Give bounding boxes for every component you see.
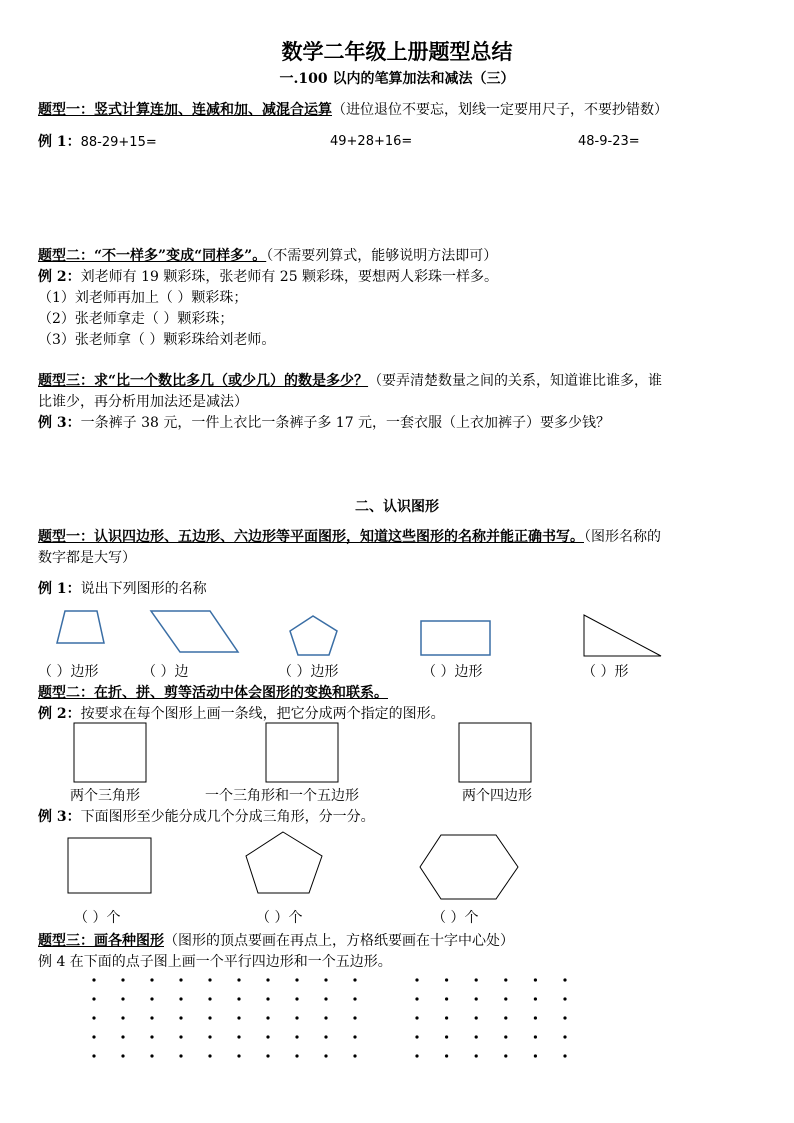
dot-right [415,1035,418,1038]
dot-right [504,1035,507,1038]
dot-left [121,997,124,1000]
dot-right [563,1054,566,1057]
dot-left [353,978,356,981]
dot-left [266,1054,269,1057]
dot-left [92,1035,95,1038]
dot-right [445,978,448,981]
dot-grids [92,978,566,1057]
dot-right [415,978,418,981]
dot-right [534,1016,537,1019]
dot-right [534,1035,537,1038]
dot-left [150,1054,153,1057]
type2-heading: “不一样多”变成“同样多”。 [94,248,267,264]
dot-right [563,1016,566,1019]
dot-right [415,1054,418,1057]
dot-left [150,997,153,1000]
answer-count-hexagon: （ ）个 [432,910,479,926]
dot-left [324,1054,327,1057]
s2-type2-heading: 在折、拼、剪等活动中体会图形的变换和联系。 [94,685,388,701]
section1-title: 一.100 以内的笔算加法和减法（三） [279,71,515,87]
s2-example3-text: 下面图形至少能分成几个分成三角形，分一分。 [80,809,375,825]
example2-text: 刘老师有 19 颗彩珠，张老师有 25 颗彩珠，要想两人彩珠一样多。 [80,269,499,285]
example2-label: 例 2： [38,269,81,285]
trapezoid-shape [57,611,104,643]
dot-right [445,1054,448,1057]
type3-note-2: 比谁少，再分析用加法还是减法） [38,394,248,410]
dot-left [92,1054,95,1057]
dot-left [121,1016,124,1019]
type3-label: 题型三： [38,373,94,389]
dot-right [504,997,507,1000]
pentagon-shape [290,616,337,655]
dot-left [92,997,95,1000]
dot-right [475,1016,478,1019]
dot-left [179,1035,182,1038]
dot-left [324,997,327,1000]
answer-rectangle: （ ）边形 [422,664,483,680]
s2-type3-heading: 画各种图形 [94,933,164,949]
caption-two-quadrilaterals: 两个四边形 [462,788,532,804]
dot-left [237,1035,240,1038]
dot-left [324,978,327,981]
dot-left [179,1054,182,1057]
dot-right [475,1035,478,1038]
dot-left [324,1016,327,1019]
dot-right [445,1035,448,1038]
answer-count-rectangle: （ ）个 [74,910,121,926]
dot-left [237,1054,240,1057]
dot-left [295,1054,298,1057]
dot-left [121,1054,124,1057]
dot-left [295,1016,298,1019]
example2-item-1: （1）刘老师再加上（ ）颗彩珠； [38,290,248,306]
dot-right [475,978,478,981]
answer-trapezoid: （ ）边形 [38,664,99,680]
s2-example1-label: 例 1： [38,581,81,597]
dot-right [504,978,507,981]
caption-triangle-pentagon: 一个三角形和一个五边形 [205,788,359,804]
caption-two-triangles: 两个三角形 [70,788,140,804]
example3-label: 例 3： [38,415,81,431]
dot-left [150,1035,153,1038]
s2-type1-note-1: （图形名称的 [584,529,661,545]
answer-pentagon: （ ）边形 [278,664,339,680]
problem-3: 48-9-23= [578,134,640,149]
answer-triangle: （ ）形 [582,664,629,680]
dot-left [266,1016,269,1019]
dot-right [475,997,478,1000]
dot-left [121,978,124,981]
dot-right [534,978,537,981]
dot-left [208,1016,211,1019]
dot-right [475,1054,478,1057]
s2-example1-text: 说出下列图形的名称 [80,581,207,597]
rectangle-shape [421,621,490,655]
dot-left [295,1035,298,1038]
right-triangle-shape [584,615,661,656]
s2-type3-label: 题型三： [38,933,94,949]
answer-parallelogram: （ ）边 [142,664,189,680]
dot-left [353,1054,356,1057]
type2-note: （不需要列算式，能够说明方法即可） [266,248,498,264]
dot-left [324,1035,327,1038]
dot-left [237,1016,240,1019]
s2-type1-note-2: 数字都是大写） [38,550,136,566]
dot-left [92,1016,95,1019]
dot-left [208,1035,211,1038]
rectangle-example3 [68,838,151,893]
dot-left [150,978,153,981]
type1-label: 题型一： [38,102,94,118]
parallelogram-shape [151,611,238,652]
dot-right [563,997,566,1000]
dot-left [266,997,269,1000]
s2-type1-heading: 认识四边形、五边形、六边形等平面图形，知道这些图形的名称并能正确书写。 [94,529,584,545]
dot-left [179,1016,182,1019]
dot-right [504,1054,507,1057]
type1-note: （进位退位不要忘，划线一定要用尺子，不要抄错数） [332,102,668,118]
dot-right [504,1016,507,1019]
dot-left [237,997,240,1000]
type2-label: 题型二： [38,248,94,264]
s2-example2-text: 按要求在每个图形上画一条线，把它分成两个指定的图形。 [80,706,445,722]
s2-example3-label: 例 3： [38,809,81,825]
dot-left [208,978,211,981]
s2-type1-label: 题型一： [38,529,94,545]
dot-left [353,1035,356,1038]
square-example2-2 [266,723,338,782]
dot-left [353,997,356,1000]
dot-left [92,978,95,981]
dot-left [266,978,269,981]
dot-right [415,1016,418,1019]
dot-left [208,1054,211,1057]
dot-left [353,1016,356,1019]
section2-title: 二、认识图形 [355,499,439,515]
dot-left [237,978,240,981]
dot-left [179,997,182,1000]
dot-left [208,997,211,1000]
dot-right [563,978,566,981]
dot-right [534,1054,537,1057]
s2-example2-label: 例 2： [38,706,81,722]
type3-note-1: （要弄清楚数量之间的关系，知道谁比谁多，谁 [368,373,663,389]
dot-right [445,997,448,1000]
page-title: 数学二年级上册题型总结 [281,39,513,64]
problem-2: 49+28+16= [330,134,413,149]
dot-left [295,978,298,981]
square-example2-1 [74,723,146,782]
s2-example4-line: 例 4 在下面的点子图上画一个平行四边形和一个五边形。 [38,954,392,970]
dot-right [445,1016,448,1019]
dot-left [295,997,298,1000]
example3-text: 一条裤子 38 元，一件上衣比一条裤子多 17 元，一套衣服（上衣加裤子）要多少钱？ [80,415,611,431]
s2-type2-label: 题型二： [38,685,94,701]
dot-left [266,1035,269,1038]
example2-item-2: （2）张老师拿走（ ）颗彩珠； [38,311,234,327]
type1-heading: 竖式计算连加、连减和加、减混合运算 [94,102,332,118]
problem-1: 88-29+15= [80,135,157,150]
answer-count-pentagon: （ ）个 [256,910,303,926]
s2-type3-note: （图形的顶点要画在再点上，方格纸要画在十字中心处） [164,933,514,949]
type3-heading: 求“比一个数比多几（或少几）的数是多少？ [94,373,369,389]
dot-right [534,997,537,1000]
hexagon-example3 [420,835,518,899]
example1-label: 例 1： [38,134,81,150]
square-example2-3 [459,723,531,782]
dot-left [150,1016,153,1019]
example2-item-3: （3）张老师拿（ ）颗彩珠给刘老师。 [38,332,276,348]
dot-left [179,978,182,981]
dot-right [563,1035,566,1038]
dot-right [415,997,418,1000]
pentagon-example3 [246,832,322,893]
dot-left [121,1035,124,1038]
